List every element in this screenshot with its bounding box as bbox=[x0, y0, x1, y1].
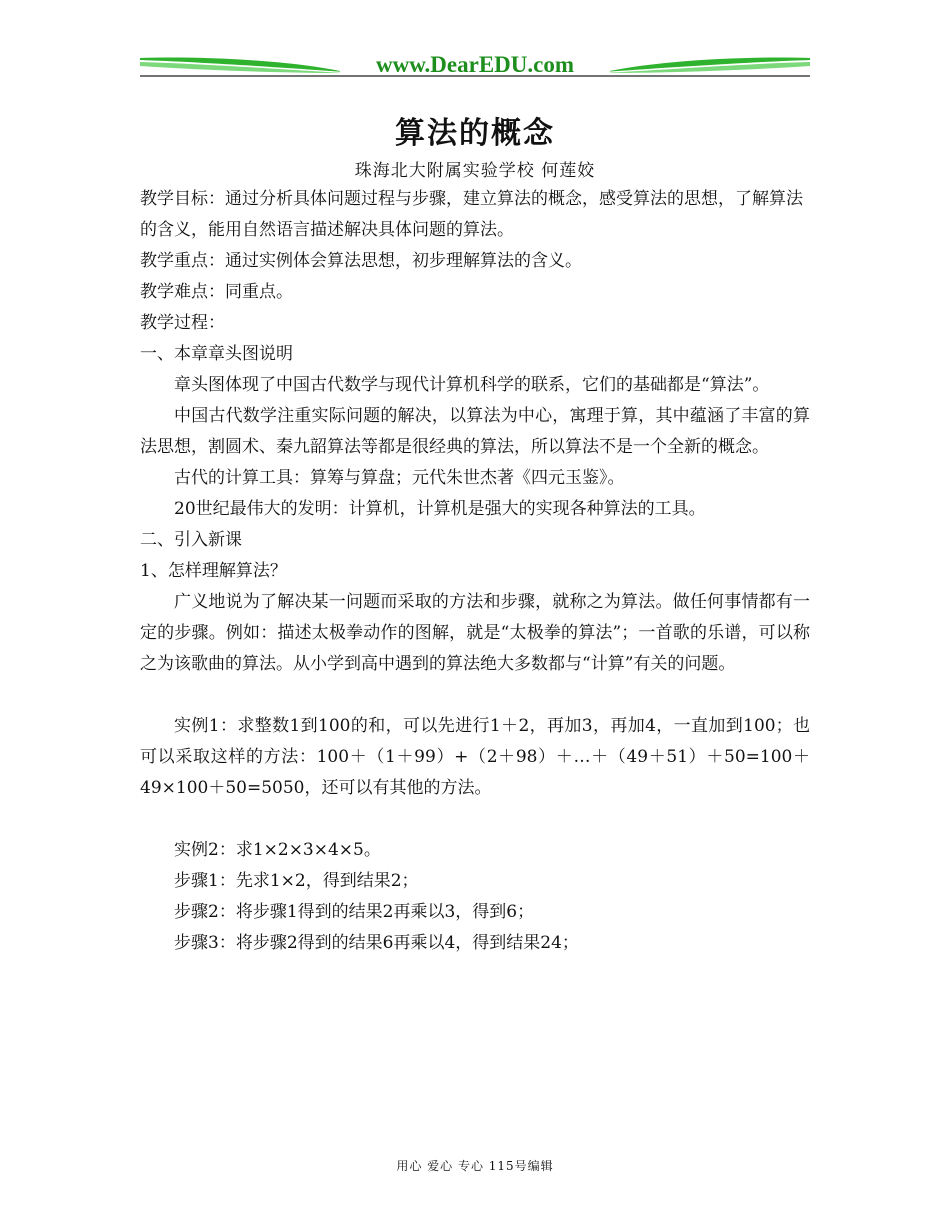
paragraph: 中国古代数学注重实际问题的解决，以算法为中心，寓理于算，其中蕴涵了丰富的算法思想，割圆术、秦九韶算法等都是很经典的算法，所以算法不是一个全新的概念。 bbox=[140, 406, 810, 457]
step-line: 步骤3：将步骤2得到的结果6再乘以4，得到结果24； bbox=[174, 933, 579, 953]
document-body bbox=[140, 184, 810, 959]
paragraph: 古代的计算工具：算筹与算盘；元代朱世杰著《四元玉鉴》。 bbox=[174, 468, 625, 488]
paragraph: 广义地说为了解决某一问题而采取的方法和步骤，就称之为算法。做任何事情都有一定的步骤。例如：描述太极拳动作的图解，就是“太极拳的算法”；一首歌的乐谱，可以称之为该歌曲的算法。从小学到高中遇到的算法绝大多数都与“计算”有关的问题。 bbox=[140, 592, 810, 674]
page-footer: 用心 爱心 专心 115号编辑 bbox=[396, 1159, 554, 1173]
step-line: 步骤1：先求1×2，得到结果2； bbox=[174, 871, 419, 891]
logo-swoosh-graphic bbox=[140, 50, 810, 82]
document-title: 算法的概念 bbox=[395, 116, 555, 151]
paragraph: 教学重点：通过实例体会算法思想，初步理解算法的含义。 bbox=[140, 251, 582, 271]
paragraph: 20世纪最伟大的发明：计算机，计算机是强大的实现各种算法的工具。 bbox=[174, 499, 706, 519]
site-logo-banner bbox=[140, 50, 810, 82]
paragraph: 教学难点：同重点。 bbox=[140, 282, 293, 302]
example-paragraph: 实例1：求整数1到100的和，可以先进行1＋2，再加3，再加4，一直加到100；也可以采取这样的方法：100＋（1＋99）+（2＋98）＋…＋（49＋51）＋50=100＋49×100＋50=5050，还可以有其他的方法。 bbox=[140, 716, 810, 798]
section-heading: 一、本章章头图说明 bbox=[140, 344, 293, 364]
step-line: 步骤2：将步骤1得到的结果2再乘以3，得到6； bbox=[174, 902, 535, 922]
logo-text: www.DearEDU.com bbox=[375, 52, 575, 77]
subsection-heading: 1、怎样理解算法？ bbox=[140, 561, 287, 581]
paragraph: 章头图体现了中国古代数学与现代计算机科学的联系，它们的基础都是“算法”。 bbox=[174, 375, 770, 395]
paragraph: 教学过程： bbox=[140, 313, 225, 333]
section-heading: 二、引入新课 bbox=[140, 530, 242, 550]
blank-line bbox=[140, 804, 810, 835]
paragraph: 教学目标：通过分析具体问题过程与步骤，建立算法的概念，感受算法的思想，了解算法的含义，能用自然语言描述解决具体问题的算法。 bbox=[140, 189, 803, 240]
example-paragraph: 实例2：求1×2×3×4×5。 bbox=[174, 840, 381, 860]
document-author: 珠海北大附属实验学校 何莲姣 bbox=[354, 161, 596, 181]
blank-line bbox=[140, 680, 810, 711]
